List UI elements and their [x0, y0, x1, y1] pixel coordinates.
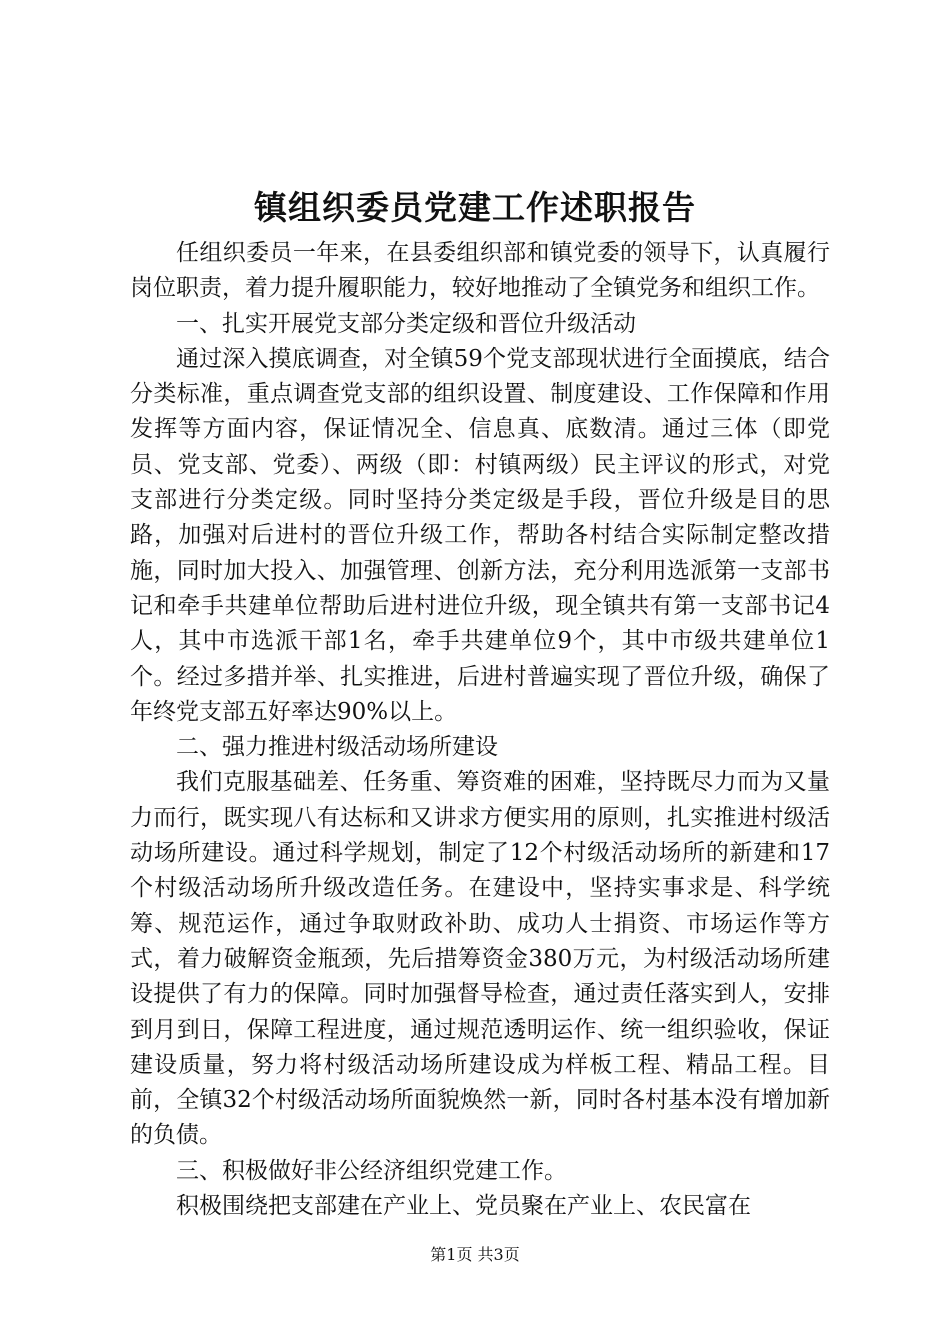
document-body — [130, 236, 830, 1224]
section-3-paragraph: 积极围绕把支部建在产业上、党员聚在产业上、农民富在 — [176, 1193, 751, 1220]
section-heading-2: 二、强力推进村级活动场所建设 — [176, 734, 498, 761]
intro-paragraph: 任组织委员一年来，在县委组织部和镇党委的领导下，认真履行岗位职责，着力提升履职能力，较好地推动了全镇党务和组织工作。 — [130, 240, 830, 302]
section-2-paragraph: 我们克服基础差、任务重、筹资难的困难，坚持既尽力而为又量力而行，既实现八有达标和又讲求方便实用的原则，扎实推进村级活动场所建设。通过科学规划，制定了12个村级活动场所的新建和17个村级活动场所升级改造任务。在建设中，坚持实事求是、科学统筹、规范运作，通过争取财政补助、成功人士捐资、市场运作等方式，着力破解资金瓶颈，先后措筹资金380万元，为村级活动场所建设提供了有力的保障。同时加强督导检查，通过责任落实到人，安排到月到日，保障工程进度，通过规范透明运作、统一组织验收，保证建设质量，努力将村级活动场所建设成为样板工程、精品工程。目前，全镇32个村级活动场所面貌焕然一新，同时各村基本没有增加新的负债。 — [130, 769, 830, 1149]
section-1-paragraph: 通过深入摸底调查，对全镇59个党支部现状进行全面摸底，结合分类标准，重点调查党支部的组织设置、制度建设、工作保障和作用发挥等方面内容，保证情况全、信息真、底数清。通过三体（即党员、党支部、党委）、两级（即：村镇两级）民主评议的形式，对党支部进行分类定级。同时坚持分类定级是手段，晋位升级是目的思路，加强对后进村的晋位升级工作，帮助各村结合实际制定整改措施，同时加大投入、加强管理、创新方法，充分利用选派第一支部书记和牵手共建单位帮助后进村进位升级，现全镇共有第一支部书记4人，其中市选派干部1名，牵手共建单位9个，其中市级共建单位1个。经过多措并举、扎实推进，后进村普遍实现了晋位升级，确保了年终党支部五好率达90%以上。 — [130, 345, 830, 725]
section-heading-3: 三、积极做好非公经济组织党建工作。 — [176, 1157, 567, 1184]
page-footer: 第1页 共3页 — [430, 1245, 520, 1264]
document-title: 镇组织委员党建工作述职报告 — [254, 188, 696, 227]
section-heading-1: 一、扎实开展党支部分类定级和晋位升级活动 — [176, 310, 636, 337]
